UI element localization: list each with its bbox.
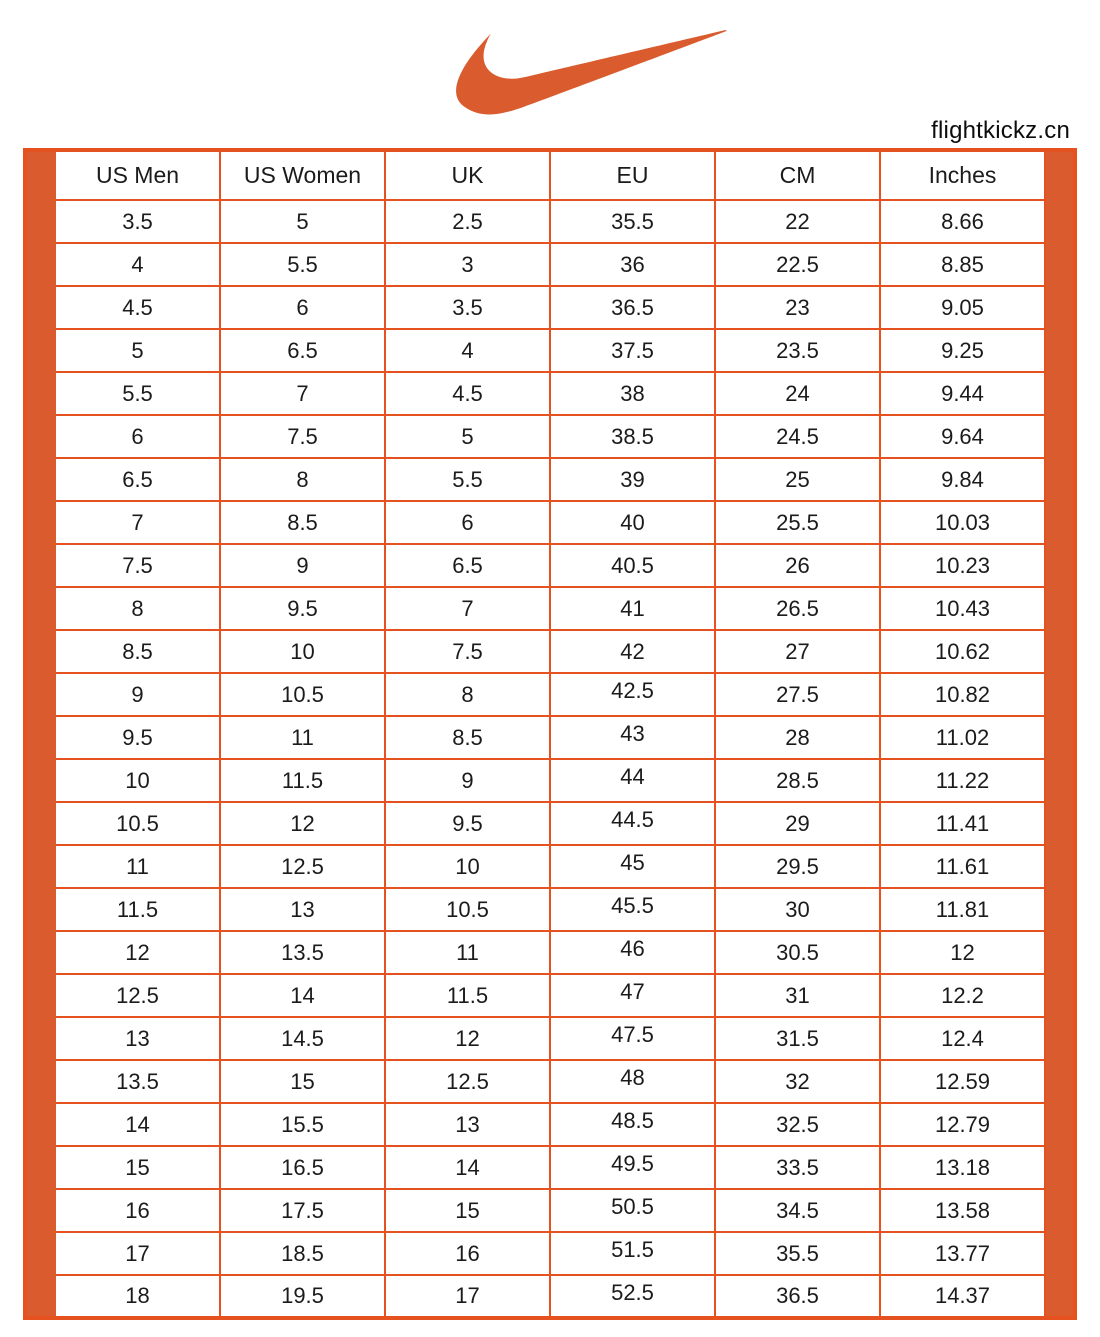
size-cell-eu: 51.5 <box>550 1232 715 1275</box>
size-cell-cm: 25 <box>715 458 880 501</box>
size-cell-cm: 31.5 <box>715 1017 880 1060</box>
size-row <box>25 673 1075 716</box>
size-cell-inches: 13.58 <box>880 1189 1045 1232</box>
size-cell-us-women: 19.5 <box>220 1275 385 1318</box>
size-cell-us-women: 15.5 <box>220 1103 385 1146</box>
size-cell-inches: 13.77 <box>880 1232 1045 1275</box>
size-cell-inches: 10.62 <box>880 630 1045 673</box>
size-cell-cm: 23 <box>715 286 880 329</box>
left-accent-bar <box>25 200 55 243</box>
size-cell-us-women: 9 <box>220 544 385 587</box>
size-cell-cm: 27.5 <box>715 673 880 716</box>
left-accent-bar <box>25 243 55 286</box>
right-accent-bar <box>1045 1275 1075 1318</box>
size-cell-uk: 9 <box>385 759 550 802</box>
left-accent-bar <box>25 888 55 931</box>
size-cell-inches: 12 <box>880 931 1045 974</box>
site-name: flightkickz.cn <box>931 117 1070 144</box>
size-cell-uk: 13 <box>385 1103 550 1146</box>
right-accent-bar <box>1045 286 1075 329</box>
size-cell-cm: 32 <box>715 1060 880 1103</box>
size-row <box>25 329 1075 372</box>
size-cell-inches: 10.82 <box>880 673 1045 716</box>
col-header-us-women: US Women <box>220 150 385 200</box>
right-accent-bar <box>1045 716 1075 759</box>
size-cell-uk: 10.5 <box>385 888 550 931</box>
size-row <box>25 759 1075 802</box>
left-accent-bar <box>25 458 55 501</box>
size-cell-cm: 31 <box>715 974 880 1017</box>
size-cell-eu: 44 <box>550 759 715 802</box>
left-accent-bar <box>25 1017 55 1060</box>
right-accent-bar <box>1045 200 1075 243</box>
size-cell-us-men: 6 <box>55 415 220 458</box>
left-accent-bar <box>25 329 55 372</box>
left-accent-bar <box>25 759 55 802</box>
size-chart-table <box>23 148 1077 1320</box>
left-accent-bar <box>25 1189 55 1232</box>
size-row <box>25 802 1075 845</box>
size-cell-us-men: 5 <box>55 329 220 372</box>
size-row <box>25 1146 1075 1189</box>
left-accent-bar <box>25 1103 55 1146</box>
size-cell-inches: 8.66 <box>880 200 1045 243</box>
size-cell-eu: 48.5 <box>550 1103 715 1146</box>
right-accent-bar <box>1045 544 1075 587</box>
left-accent-bar <box>25 415 55 458</box>
size-cell-inches: 12.2 <box>880 974 1045 1017</box>
size-cell-cm: 29.5 <box>715 845 880 888</box>
size-cell-us-men: 9 <box>55 673 220 716</box>
left-accent-bar <box>25 630 55 673</box>
size-cell-uk: 8 <box>385 673 550 716</box>
size-cell-cm: 25.5 <box>715 501 880 544</box>
size-cell-us-women: 5 <box>220 200 385 243</box>
size-cell-cm: 22 <box>715 200 880 243</box>
size-cell-us-women: 8 <box>220 458 385 501</box>
left-accent-bar <box>25 544 55 587</box>
size-cell-us-men: 8 <box>55 587 220 630</box>
right-accent-bar <box>1045 587 1075 630</box>
right-accent-bar <box>1045 802 1075 845</box>
size-cell-us-men: 7 <box>55 501 220 544</box>
left-accent-bar <box>25 673 55 716</box>
right-accent-bar <box>1045 673 1075 716</box>
size-cell-uk: 6.5 <box>385 544 550 587</box>
size-cell-eu: 47.5 <box>550 1017 715 1060</box>
left-accent-bar <box>25 1146 55 1189</box>
size-cell-us-women: 8.5 <box>220 501 385 544</box>
left-accent-bar <box>25 716 55 759</box>
right-accent-bar <box>1045 759 1075 802</box>
size-cell-uk: 7.5 <box>385 630 550 673</box>
nike-logo <box>452 30 728 118</box>
size-cell-inches: 12.59 <box>880 1060 1045 1103</box>
size-cell-us-men: 4.5 <box>55 286 220 329</box>
size-cell-us-women: 5.5 <box>220 243 385 286</box>
left-accent-bar <box>25 1060 55 1103</box>
size-cell-uk: 3.5 <box>385 286 550 329</box>
size-cell-inches: 10.43 <box>880 587 1045 630</box>
size-cell-us-women: 13.5 <box>220 931 385 974</box>
left-accent-bar <box>25 150 55 200</box>
size-row <box>25 1103 1075 1146</box>
size-cell-inches: 13.18 <box>880 1146 1045 1189</box>
size-cell-cm: 33.5 <box>715 1146 880 1189</box>
col-header-uk: UK <box>385 150 550 200</box>
size-cell-us-women: 11.5 <box>220 759 385 802</box>
col-header-us-men: US Men <box>55 150 220 200</box>
size-cell-cm: 28.5 <box>715 759 880 802</box>
size-chart-body <box>25 200 1075 1318</box>
col-header-eu: EU <box>550 150 715 200</box>
size-cell-cm: 36.5 <box>715 1275 880 1318</box>
size-cell-cm: 34.5 <box>715 1189 880 1232</box>
size-row <box>25 243 1075 286</box>
size-row <box>25 1189 1075 1232</box>
size-row <box>25 501 1075 544</box>
size-cell-inches: 11.41 <box>880 802 1045 845</box>
size-cell-uk: 12.5 <box>385 1060 550 1103</box>
size-cell-uk: 4.5 <box>385 372 550 415</box>
size-cell-us-women: 6 <box>220 286 385 329</box>
size-cell-inches: 12.4 <box>880 1017 1045 1060</box>
size-cell-eu: 38.5 <box>550 415 715 458</box>
size-cell-cm: 28 <box>715 716 880 759</box>
right-accent-bar <box>1045 1146 1075 1189</box>
size-cell-eu: 36 <box>550 243 715 286</box>
size-cell-eu: 36.5 <box>550 286 715 329</box>
size-cell-inches: 9.44 <box>880 372 1045 415</box>
size-cell-inches: 9.64 <box>880 415 1045 458</box>
right-accent-bar <box>1045 150 1075 200</box>
right-accent-bar <box>1045 329 1075 372</box>
size-cell-cm: 26 <box>715 544 880 587</box>
header-row <box>25 150 1075 200</box>
right-accent-bar <box>1045 415 1075 458</box>
size-cell-us-men: 3.5 <box>55 200 220 243</box>
size-cell-eu: 46 <box>550 931 715 974</box>
size-cell-us-women: 18.5 <box>220 1232 385 1275</box>
size-cell-us-men: 10.5 <box>55 802 220 845</box>
size-cell-us-men: 12 <box>55 931 220 974</box>
size-row <box>25 286 1075 329</box>
size-cell-eu: 35.5 <box>550 200 715 243</box>
size-cell-uk: 11.5 <box>385 974 550 1017</box>
right-accent-bar <box>1045 458 1075 501</box>
brand-header <box>0 0 1100 148</box>
right-accent-bar <box>1045 630 1075 673</box>
size-cell-uk: 7 <box>385 587 550 630</box>
size-cell-inches: 9.84 <box>880 458 1045 501</box>
size-cell-inches: 11.81 <box>880 888 1045 931</box>
size-cell-cm: 24.5 <box>715 415 880 458</box>
size-cell-us-women: 14.5 <box>220 1017 385 1060</box>
size-cell-uk: 14 <box>385 1146 550 1189</box>
right-accent-bar <box>1045 931 1075 974</box>
size-cell-us-women: 11 <box>220 716 385 759</box>
size-cell-us-men: 4 <box>55 243 220 286</box>
size-row <box>25 587 1075 630</box>
col-header-cm: CM <box>715 150 880 200</box>
size-cell-eu: 39 <box>550 458 715 501</box>
col-header-inches: Inches <box>880 150 1045 200</box>
size-cell-eu: 47 <box>550 974 715 1017</box>
size-row <box>25 544 1075 587</box>
size-cell-us-women: 17.5 <box>220 1189 385 1232</box>
size-row <box>25 1275 1075 1318</box>
size-cell-us-men: 16 <box>55 1189 220 1232</box>
size-cell-eu: 44.5 <box>550 802 715 845</box>
size-cell-cm: 24 <box>715 372 880 415</box>
size-cell-uk: 5 <box>385 415 550 458</box>
size-cell-us-men: 10 <box>55 759 220 802</box>
right-accent-bar <box>1045 974 1075 1017</box>
size-cell-uk: 9.5 <box>385 802 550 845</box>
size-cell-us-women: 12.5 <box>220 845 385 888</box>
size-cell-uk: 12 <box>385 1017 550 1060</box>
size-cell-inches: 12.79 <box>880 1103 1045 1146</box>
size-cell-uk: 8.5 <box>385 716 550 759</box>
size-cell-inches: 11.22 <box>880 759 1045 802</box>
size-cell-eu: 52.5 <box>550 1275 715 1318</box>
size-cell-us-women: 13 <box>220 888 385 931</box>
size-row <box>25 415 1075 458</box>
size-row <box>25 974 1075 1017</box>
size-row <box>25 931 1075 974</box>
size-cell-us-men: 8.5 <box>55 630 220 673</box>
right-accent-bar <box>1045 1189 1075 1232</box>
size-cell-us-women: 10.5 <box>220 673 385 716</box>
size-cell-uk: 2.5 <box>385 200 550 243</box>
size-cell-uk: 5.5 <box>385 458 550 501</box>
left-accent-bar <box>25 974 55 1017</box>
size-row <box>25 716 1075 759</box>
left-accent-bar <box>25 372 55 415</box>
size-cell-uk: 10 <box>385 845 550 888</box>
size-row <box>25 630 1075 673</box>
size-cell-us-men: 14 <box>55 1103 220 1146</box>
size-cell-eu: 40 <box>550 501 715 544</box>
size-cell-cm: 23.5 <box>715 329 880 372</box>
size-row <box>25 845 1075 888</box>
right-accent-bar <box>1045 372 1075 415</box>
size-cell-cm: 29 <box>715 802 880 845</box>
size-cell-us-women: 12 <box>220 802 385 845</box>
left-accent-bar <box>25 501 55 544</box>
left-accent-bar <box>25 802 55 845</box>
size-cell-inches: 8.85 <box>880 243 1045 286</box>
size-cell-uk: 4 <box>385 329 550 372</box>
right-accent-bar <box>1045 243 1075 286</box>
size-cell-cm: 30.5 <box>715 931 880 974</box>
right-accent-bar <box>1045 501 1075 544</box>
size-cell-uk: 16 <box>385 1232 550 1275</box>
size-cell-us-women: 7 <box>220 372 385 415</box>
size-row <box>25 888 1075 931</box>
left-accent-bar <box>25 1275 55 1318</box>
size-cell-us-women: 15 <box>220 1060 385 1103</box>
size-cell-cm: 32.5 <box>715 1103 880 1146</box>
size-cell-us-men: 17 <box>55 1232 220 1275</box>
left-accent-bar <box>25 587 55 630</box>
size-row <box>25 1060 1075 1103</box>
size-cell-eu: 42.5 <box>550 673 715 716</box>
size-cell-inches: 9.05 <box>880 286 1045 329</box>
size-cell-uk: 17 <box>385 1275 550 1318</box>
size-cell-eu: 40.5 <box>550 544 715 587</box>
size-cell-eu: 37.5 <box>550 329 715 372</box>
size-cell-cm: 22.5 <box>715 243 880 286</box>
size-cell-uk: 3 <box>385 243 550 286</box>
size-cell-eu: 42 <box>550 630 715 673</box>
left-accent-bar <box>25 845 55 888</box>
size-cell-us-women: 16.5 <box>220 1146 385 1189</box>
left-accent-bar <box>25 1232 55 1275</box>
right-accent-bar <box>1045 888 1075 931</box>
size-cell-eu: 45.5 <box>550 888 715 931</box>
size-row <box>25 1017 1075 1060</box>
size-cell-uk: 11 <box>385 931 550 974</box>
size-cell-inches: 10.23 <box>880 544 1045 587</box>
size-cell-inches: 9.25 <box>880 329 1045 372</box>
size-cell-cm: 26.5 <box>715 587 880 630</box>
size-cell-eu: 49.5 <box>550 1146 715 1189</box>
size-cell-us-women: 10 <box>220 630 385 673</box>
size-row <box>25 1232 1075 1275</box>
size-cell-cm: 35.5 <box>715 1232 880 1275</box>
size-cell-us-men: 11.5 <box>55 888 220 931</box>
size-cell-us-men: 7.5 <box>55 544 220 587</box>
right-accent-bar <box>1045 1232 1075 1275</box>
size-row <box>25 372 1075 415</box>
size-cell-us-men: 12.5 <box>55 974 220 1017</box>
size-row <box>25 458 1075 501</box>
right-accent-bar <box>1045 1017 1075 1060</box>
size-cell-us-men: 11 <box>55 845 220 888</box>
size-cell-inches: 11.61 <box>880 845 1045 888</box>
size-cell-inches: 11.02 <box>880 716 1045 759</box>
size-cell-cm: 30 <box>715 888 880 931</box>
size-cell-eu: 38 <box>550 372 715 415</box>
size-cell-us-women: 6.5 <box>220 329 385 372</box>
right-accent-bar <box>1045 845 1075 888</box>
size-row <box>25 200 1075 243</box>
size-cell-inches: 10.03 <box>880 501 1045 544</box>
left-accent-bar <box>25 931 55 974</box>
size-cell-us-men: 18 <box>55 1275 220 1318</box>
size-cell-eu: 43 <box>550 716 715 759</box>
size-cell-uk: 6 <box>385 501 550 544</box>
size-cell-eu: 48 <box>550 1060 715 1103</box>
size-cell-eu: 50.5 <box>550 1189 715 1232</box>
right-accent-bar <box>1045 1103 1075 1146</box>
size-cell-us-men: 6.5 <box>55 458 220 501</box>
size-cell-eu: 45 <box>550 845 715 888</box>
size-cell-eu: 41 <box>550 587 715 630</box>
size-cell-us-women: 14 <box>220 974 385 1017</box>
size-cell-uk: 15 <box>385 1189 550 1232</box>
size-cell-us-women: 9.5 <box>220 587 385 630</box>
size-cell-us-men: 13.5 <box>55 1060 220 1103</box>
size-cell-us-men: 15 <box>55 1146 220 1189</box>
size-cell-cm: 27 <box>715 630 880 673</box>
size-cell-us-men: 5.5 <box>55 372 220 415</box>
size-cell-us-men: 13 <box>55 1017 220 1060</box>
left-accent-bar <box>25 286 55 329</box>
nike-swoosh-icon <box>452 30 728 118</box>
size-cell-us-men: 9.5 <box>55 716 220 759</box>
size-cell-inches: 14.37 <box>880 1275 1045 1318</box>
size-cell-us-women: 7.5 <box>220 415 385 458</box>
right-accent-bar <box>1045 1060 1075 1103</box>
